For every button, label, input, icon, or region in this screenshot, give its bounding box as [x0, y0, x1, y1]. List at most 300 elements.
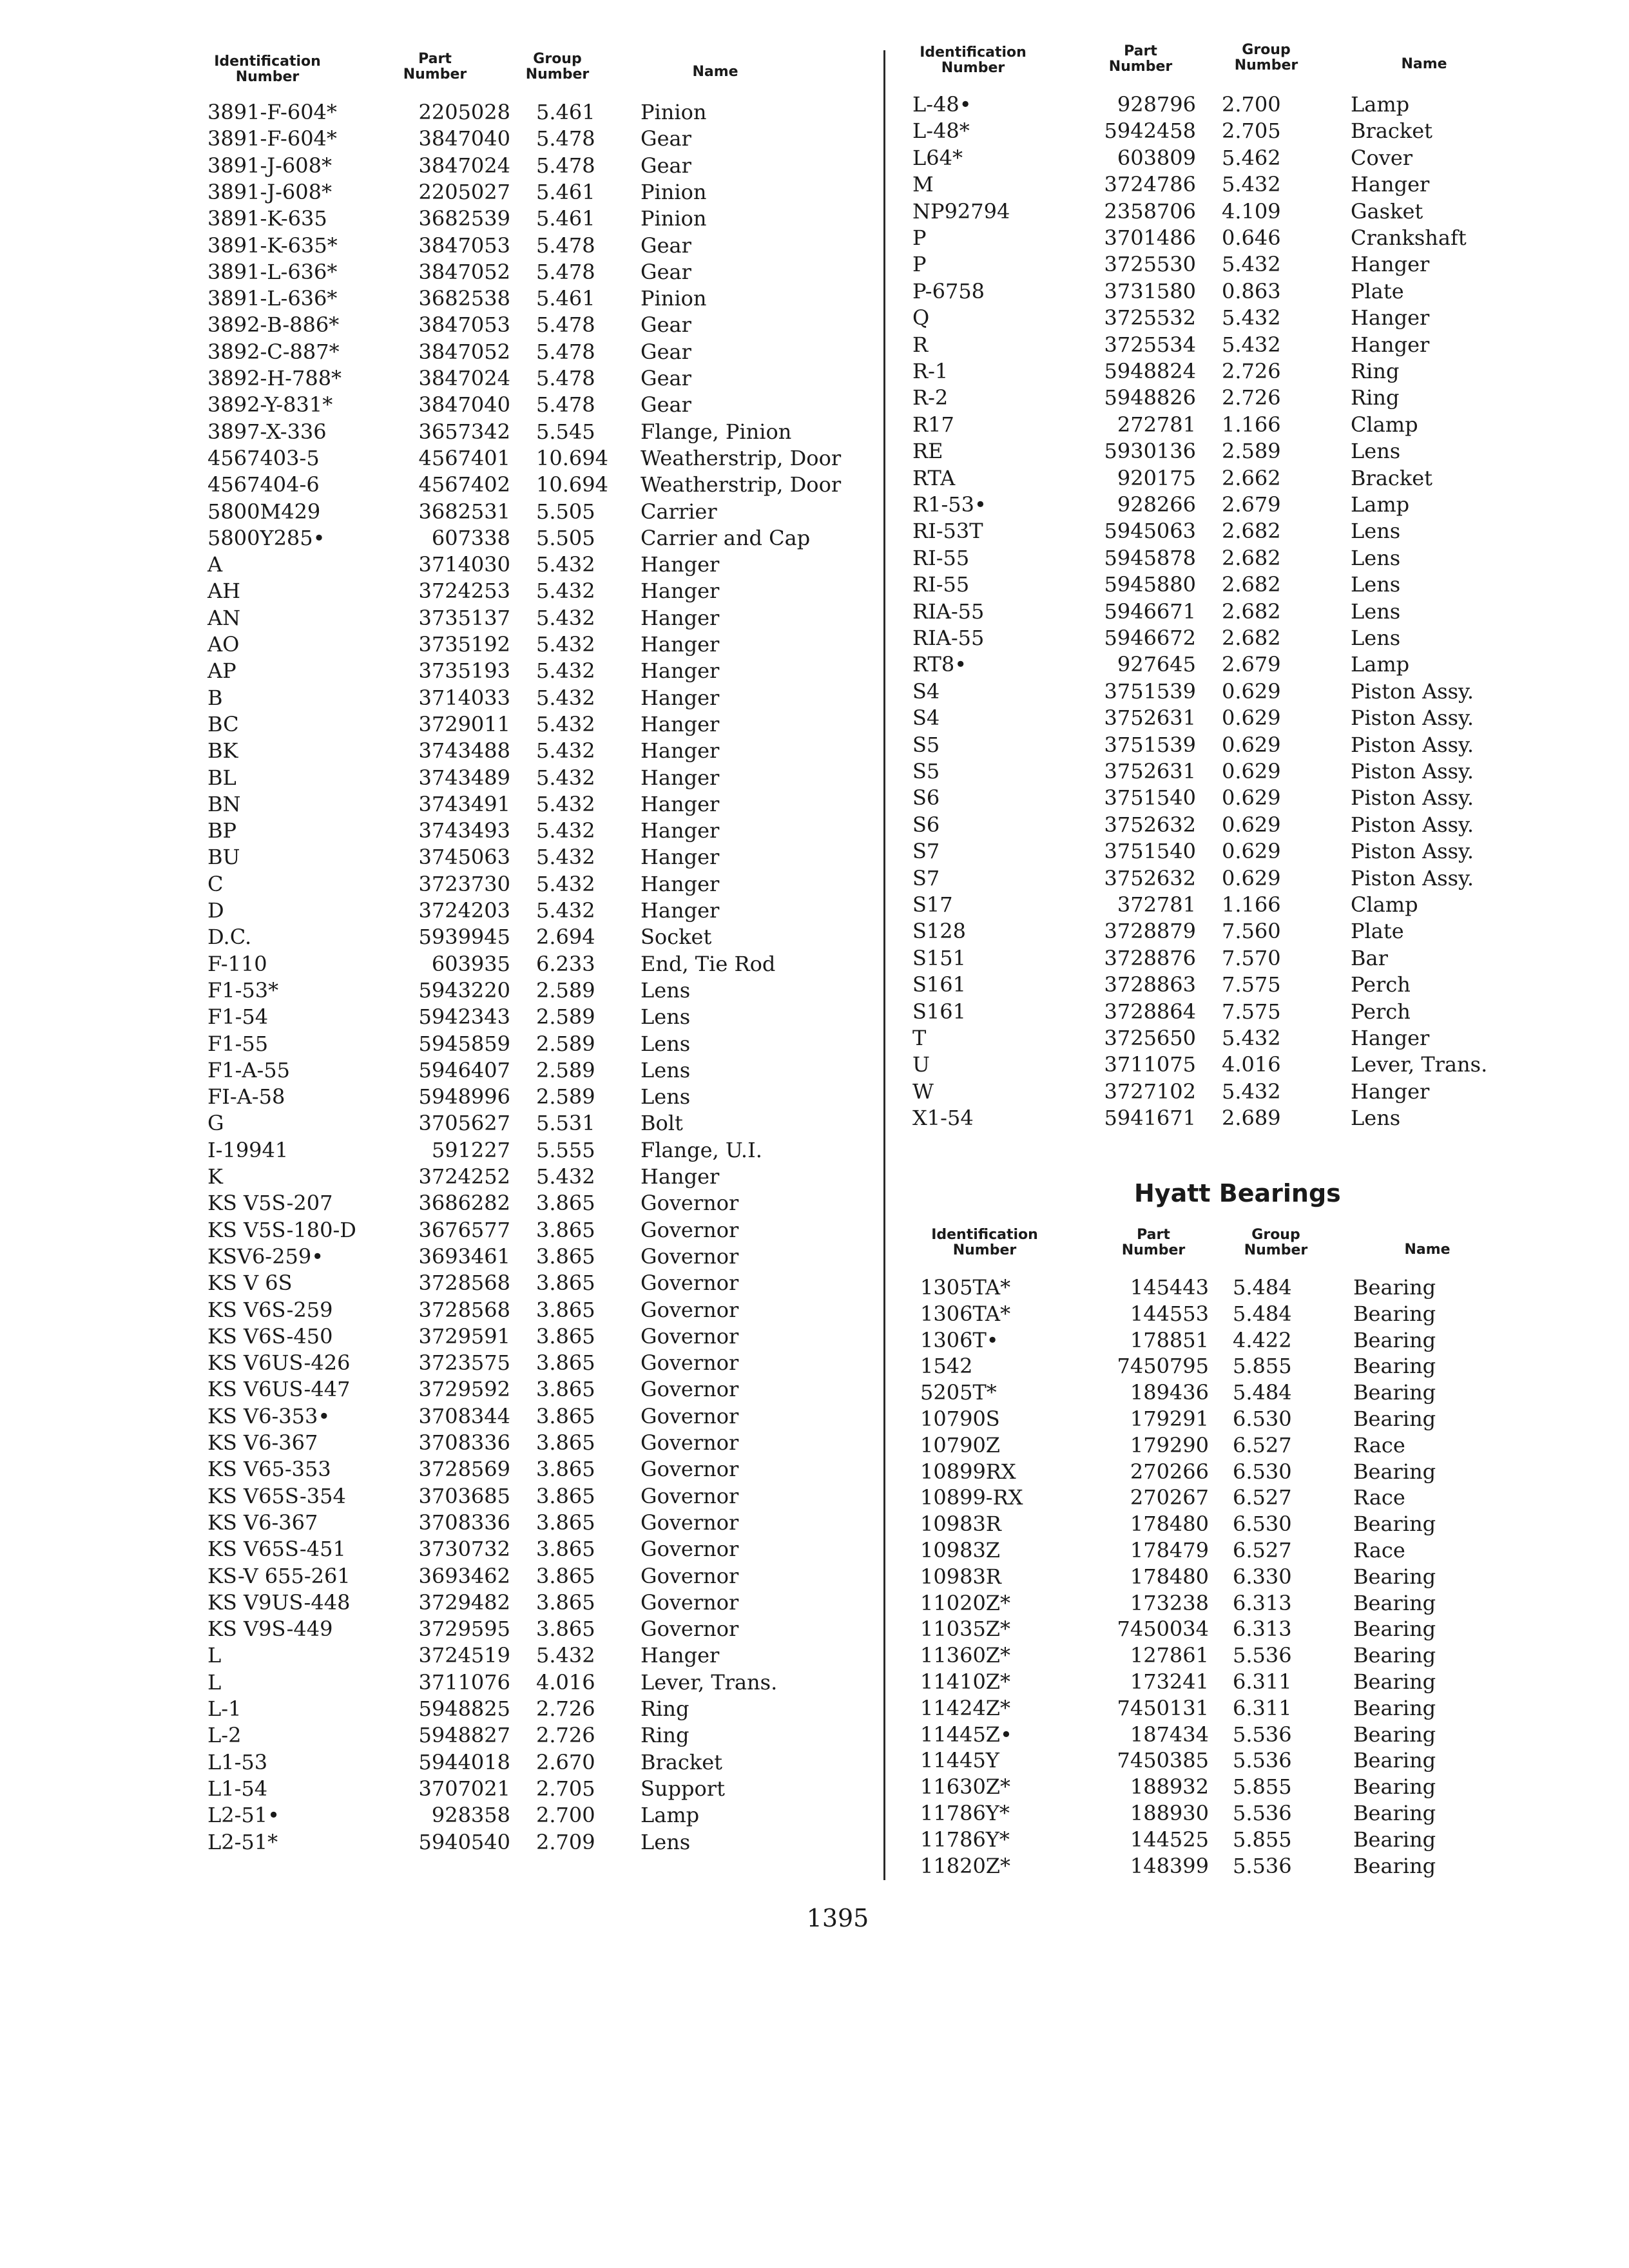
- item-name: Ring: [1351, 385, 1400, 410]
- item-name: Bearing: [1353, 1801, 1436, 1825]
- group-number: 4.016: [1222, 1052, 1281, 1077]
- group-number: 5.555: [536, 1137, 595, 1162]
- item-name: Carrier: [641, 499, 717, 524]
- group-number: 2.670: [536, 1749, 595, 1774]
- item-name: Piston Assy.: [1351, 706, 1474, 731]
- group-number: 1.166: [1222, 892, 1281, 917]
- part-number: 3847052: [418, 259, 510, 284]
- group-number: 2.726: [1222, 359, 1281, 383]
- item-name: Gear: [641, 259, 691, 284]
- group-number: 5.855: [1233, 1354, 1292, 1379]
- item-name: Plate: [1351, 919, 1404, 944]
- item-name: Bearing: [1353, 1853, 1436, 1878]
- item-name: Clamp: [1351, 412, 1418, 437]
- part-number: 3701486: [1104, 226, 1196, 250]
- part-number: 5948825: [418, 1696, 510, 1721]
- item-name: End, Tie Rod: [641, 951, 776, 976]
- table-row: [912, 918, 1621, 944]
- item-name: Cover: [1351, 145, 1413, 170]
- group-number: 3.865: [536, 1430, 595, 1455]
- table-row: [912, 278, 1621, 304]
- part-number: 372781: [1117, 892, 1196, 917]
- identification-number: RI-53T: [912, 519, 983, 544]
- identification-number: KS V65-353: [207, 1457, 331, 1482]
- hyatt-bearings-title: Hyatt Bearings: [1134, 1179, 1341, 1207]
- item-name: Flange, Pinion: [641, 419, 792, 444]
- table-row: [207, 392, 878, 418]
- part-number: 927645: [1117, 652, 1196, 677]
- group-number: 5.536: [1233, 1722, 1292, 1747]
- part-number: 3728569: [418, 1457, 510, 1482]
- table-row: [207, 1137, 878, 1163]
- item-name: Pinion: [641, 286, 707, 311]
- part-number: 270267: [1130, 1485, 1209, 1510]
- part-number: 3847040: [418, 392, 510, 418]
- group-number: 3.865: [536, 1510, 595, 1535]
- identification-number: 4567403-5: [207, 445, 320, 470]
- group-number: 6.530: [1233, 1512, 1292, 1537]
- group-number: 5.484: [1233, 1275, 1292, 1300]
- group-number: 5.432: [1222, 1026, 1281, 1050]
- group-number: 3.865: [536, 1244, 595, 1269]
- part-number: 272781: [1117, 412, 1196, 437]
- identification-number: P: [912, 226, 927, 250]
- part-number: 3752632: [1104, 812, 1196, 837]
- table-row: [912, 705, 1621, 731]
- identification-number: RIA-55: [912, 599, 985, 624]
- table-row: [207, 1190, 878, 1216]
- identification-number: 3897-X-336: [207, 419, 327, 444]
- table-row: [912, 438, 1621, 464]
- group-number: 5.432: [536, 871, 595, 896]
- identification-number: F1-53*: [207, 977, 279, 1003]
- part-number: 3729482: [418, 1590, 510, 1615]
- group-number: 0.629: [1222, 706, 1281, 731]
- identification-number: D.C.: [207, 925, 252, 950]
- group-number: 5.432: [1222, 252, 1281, 277]
- group-number: 6.330: [1233, 1564, 1292, 1589]
- table-row: [912, 518, 1621, 544]
- item-name: Lever, Trans.: [641, 1669, 778, 1695]
- item-name: Hanger: [1351, 1079, 1430, 1104]
- table-row: [207, 685, 878, 711]
- part-number: 2205027: [418, 179, 510, 204]
- group-number: 2.679: [1222, 492, 1281, 517]
- group-number: 3.865: [536, 1590, 595, 1615]
- table-row: [920, 1642, 1616, 1668]
- identification-number: 3891-K-635*: [207, 233, 338, 258]
- group-number: 6.311: [1233, 1669, 1292, 1694]
- identification-number: F1-A-55: [207, 1057, 291, 1082]
- identification-number: L-48•: [912, 92, 972, 117]
- identification-number: 3892-Y-831*: [207, 392, 333, 418]
- part-number: 3745063: [418, 845, 510, 870]
- group-number: 5.432: [536, 632, 595, 657]
- group-number: 5.484: [1233, 1380, 1292, 1405]
- part-number: 3743489: [418, 765, 510, 790]
- table-row: [920, 1406, 1616, 1432]
- group-number: 3.865: [536, 1297, 595, 1322]
- identification-number: L2-51*: [207, 1829, 278, 1854]
- group-number: 3.865: [536, 1377, 595, 1402]
- item-name: Hanger: [641, 711, 720, 736]
- table-row: [207, 1802, 878, 1828]
- group-number: 5.432: [1222, 332, 1281, 357]
- identification-number: 3891-L-636*: [207, 286, 338, 311]
- table-row: [912, 758, 1621, 784]
- part-number: 3731580: [1104, 278, 1196, 303]
- group-number: 5.855: [1233, 1774, 1292, 1800]
- part-number: 4567402: [418, 472, 510, 497]
- identification-number: 3892-H-788*: [207, 366, 342, 390]
- item-name: Carrier and Cap: [641, 525, 811, 550]
- identification-number: KS V5S-207: [207, 1191, 333, 1216]
- table-row: [912, 892, 1621, 918]
- identification-number: 3891-J-608*: [207, 153, 332, 178]
- group-number: 5.432: [536, 711, 595, 736]
- identification-number: KS V5S-180-D: [207, 1217, 356, 1242]
- table-row: [207, 1722, 878, 1748]
- part-number: 3724519: [418, 1643, 510, 1668]
- part-number: 5939945: [418, 925, 510, 950]
- part-number: 3751540: [1104, 839, 1196, 864]
- identification-number: 10790S: [920, 1407, 1000, 1431]
- table-row: [912, 465, 1621, 491]
- item-name: Pinion: [641, 206, 707, 231]
- group-number: 5.432: [536, 552, 595, 577]
- item-name: Lens: [641, 1057, 691, 1082]
- part-number: 920175: [1117, 465, 1196, 490]
- group-number: 7.560: [1222, 919, 1281, 944]
- identification-number: R-1: [912, 359, 949, 383]
- identification-number: S4: [912, 678, 940, 704]
- table-row: [207, 1776, 878, 1802]
- identification-number: 3891-J-608*: [207, 179, 332, 204]
- item-name: Gear: [641, 153, 691, 178]
- item-name: Lamp: [1351, 92, 1410, 117]
- table-row: [207, 1590, 878, 1615]
- identification-number: 11424Z*: [920, 1695, 1011, 1720]
- part-number: 3711075: [1104, 1052, 1196, 1077]
- item-name: Clamp: [1351, 892, 1418, 917]
- table-row: [920, 1485, 1616, 1510]
- table-row: [207, 818, 878, 843]
- table-row: [207, 1376, 878, 1402]
- identification-number: I-19941: [207, 1137, 289, 1162]
- left-header-group: [512, 52, 602, 82]
- part-number: 3728864: [1104, 999, 1196, 1024]
- table-row: [207, 951, 878, 977]
- group-number: 0.629: [1222, 785, 1281, 811]
- part-number: 5943220: [418, 977, 510, 1003]
- identification-number: X1-54: [912, 1106, 974, 1131]
- identification-number: 3892-B-886*: [207, 312, 340, 338]
- group-number: 5.461: [536, 206, 595, 231]
- item-name: Bearing: [1353, 1459, 1436, 1484]
- identification-number: AH: [207, 579, 241, 604]
- table-row: [207, 153, 878, 178]
- group-number: 5.461: [536, 286, 595, 311]
- identification-number: L1-53: [207, 1749, 268, 1774]
- item-name: Governor: [641, 1403, 739, 1428]
- group-number: 5.478: [536, 153, 595, 178]
- group-number: 5.461: [536, 179, 595, 204]
- identification-number: 1306T•: [920, 1327, 999, 1352]
- group-number: 5.432: [536, 1164, 595, 1189]
- identification-number: RI-55: [912, 572, 970, 597]
- table-row: [207, 1403, 878, 1429]
- identification-number: S6: [912, 785, 940, 811]
- part-number: 3751539: [1104, 678, 1196, 704]
- group-number: 3.865: [536, 1563, 595, 1588]
- table-row: [920, 1853, 1616, 1879]
- part-number: 148399: [1130, 1853, 1209, 1878]
- table-row: [207, 285, 878, 311]
- table-row: [207, 791, 878, 817]
- part-number: 5942343: [418, 1004, 510, 1030]
- group-number: 10.694: [536, 445, 608, 470]
- group-number: 6.313: [1233, 1617, 1292, 1642]
- identification-number: 10899RX: [920, 1459, 1016, 1484]
- part-number: 4567401: [418, 445, 510, 470]
- header-name: Name: [1401, 56, 1447, 72]
- group-number: 5.432: [1222, 305, 1281, 331]
- identification-number: KS V6S-450: [207, 1323, 333, 1349]
- header-identification: Identification Number: [214, 53, 321, 85]
- identification-number: RI-55: [912, 545, 970, 570]
- item-name: Bracket: [641, 1749, 722, 1774]
- item-name: Hanger: [641, 658, 720, 684]
- identification-number: 1305TA*: [920, 1275, 1011, 1300]
- part-number: 3847053: [418, 312, 510, 338]
- identification-number: S17: [912, 892, 953, 917]
- identification-number: KS V6US-447: [207, 1377, 351, 1402]
- item-name: Gasket: [1351, 198, 1423, 224]
- table-row: [207, 1217, 878, 1243]
- group-number: 2.589: [536, 977, 595, 1003]
- group-number: 3.865: [536, 1403, 595, 1428]
- item-name: Lamp: [1351, 492, 1410, 517]
- identification-number: Q: [912, 305, 930, 331]
- part-number: 3729011: [418, 711, 510, 736]
- part-number: 5948824: [1104, 359, 1196, 383]
- left-header-name: [664, 64, 767, 80]
- identification-number: 11786Y*: [920, 1827, 1010, 1852]
- part-number: 3730732: [418, 1537, 510, 1562]
- group-number: 5.855: [1233, 1827, 1292, 1852]
- identification-number: KS V9US-448: [207, 1590, 351, 1615]
- table-row: [912, 865, 1621, 891]
- header-name: Name: [692, 64, 738, 80]
- table-row: [207, 419, 878, 445]
- group-number: 2.682: [1222, 626, 1281, 650]
- table-row: [920, 1827, 1616, 1852]
- table-row: [207, 499, 878, 524]
- identification-number: NP92794: [912, 198, 1010, 224]
- item-name: Governor: [641, 1191, 739, 1216]
- table-row: [912, 1025, 1621, 1051]
- part-number: 189436: [1130, 1380, 1209, 1405]
- part-number: 270266: [1130, 1459, 1209, 1484]
- table-row: [207, 179, 878, 205]
- table-row: [207, 765, 878, 791]
- group-number: 5.432: [536, 685, 595, 710]
- item-name: Hanger: [1351, 332, 1430, 357]
- part-number: 145443: [1130, 1275, 1209, 1300]
- table-row: [207, 472, 878, 497]
- part-number: 607338: [431, 525, 510, 550]
- identification-number: 5800Y285•: [207, 525, 325, 550]
- item-name: Bracket: [1351, 119, 1432, 144]
- part-number: 3847040: [418, 126, 510, 151]
- table-row: [920, 1800, 1616, 1826]
- item-name: Bracket: [1351, 465, 1432, 490]
- table-row: [207, 126, 878, 151]
- table-row: [920, 1327, 1616, 1353]
- part-number: 178480: [1130, 1564, 1209, 1589]
- part-number: 3847053: [418, 233, 510, 258]
- group-number: 10.694: [536, 472, 608, 497]
- hyatt-header-identification: [914, 1227, 1055, 1258]
- table-row: [912, 732, 1621, 758]
- right-header-identification: [909, 45, 1037, 76]
- group-number: 4.109: [1222, 198, 1281, 224]
- item-name: Bearing: [1353, 1669, 1436, 1694]
- part-number: 3752631: [1104, 706, 1196, 731]
- identification-number: L64*: [912, 145, 963, 170]
- item-name: Weatherstrip, Door: [641, 445, 842, 470]
- identification-number: S151: [912, 945, 966, 970]
- part-number: 3708344: [418, 1403, 510, 1428]
- table-row: [912, 812, 1621, 838]
- item-name: Bolt: [641, 1111, 683, 1136]
- item-name: Support: [641, 1776, 725, 1801]
- part-number: 5945859: [418, 1031, 510, 1056]
- group-number: 5.478: [536, 312, 595, 338]
- item-name: Governor: [641, 1510, 739, 1535]
- part-number: 928358: [431, 1803, 510, 1828]
- identification-number: BN: [207, 791, 241, 816]
- part-number: 3729592: [418, 1377, 510, 1402]
- identification-number: KS V65S-354: [207, 1483, 346, 1508]
- part-number: 3693462: [418, 1563, 510, 1588]
- item-name: Governor: [641, 1271, 739, 1296]
- table-row: [207, 1483, 878, 1509]
- header-part: Part Number: [1108, 43, 1173, 75]
- part-number: 3703685: [418, 1483, 510, 1508]
- table-row: [912, 1105, 1621, 1131]
- group-number: 5.432: [1222, 172, 1281, 197]
- table-row: [920, 1379, 1616, 1405]
- group-number: 7.575: [1222, 999, 1281, 1024]
- group-number: 0.629: [1222, 865, 1281, 890]
- part-number: 2358706: [1104, 198, 1196, 224]
- identification-number: 11410Z*: [920, 1669, 1011, 1694]
- table-row: [207, 1323, 878, 1349]
- item-name: Gear: [641, 233, 691, 258]
- group-number: 3.865: [536, 1350, 595, 1376]
- item-name: Bearing: [1353, 1774, 1436, 1800]
- part-number: 3723730: [418, 871, 510, 896]
- item-name: Lens: [641, 1031, 691, 1056]
- group-number: 2.682: [1222, 519, 1281, 544]
- part-number: 3847024: [418, 153, 510, 178]
- group-number: 3.865: [536, 1617, 595, 1642]
- item-name: Race: [1353, 1538, 1405, 1562]
- group-number: 5.462: [1222, 145, 1281, 170]
- group-number: 5.505: [536, 525, 595, 550]
- table-row: [207, 711, 878, 737]
- item-name: Perch: [1351, 972, 1411, 997]
- part-number: 144525: [1130, 1827, 1209, 1852]
- part-number: 173238: [1130, 1590, 1209, 1615]
- identification-number: S128: [912, 919, 966, 944]
- part-number: 5946671: [1104, 599, 1196, 624]
- table-row: [207, 898, 878, 923]
- item-name: Lens: [1351, 519, 1401, 544]
- group-number: 5.432: [536, 738, 595, 764]
- item-name: Lens: [641, 977, 691, 1003]
- table-row: [920, 1722, 1616, 1747]
- table-row: [912, 785, 1621, 811]
- item-name: Bearing: [1353, 1695, 1436, 1720]
- identification-number: R1-53•: [912, 492, 987, 517]
- table-row: [207, 1829, 878, 1855]
- identification-number: R17: [912, 412, 954, 437]
- part-number: 3729595: [418, 1617, 510, 1642]
- identification-number: KS V9S-449: [207, 1617, 333, 1642]
- item-name: Lens: [1351, 572, 1401, 597]
- header-identification: Identification Number: [931, 1227, 1038, 1258]
- group-number: 5.461: [536, 100, 595, 124]
- table-row: [920, 1616, 1616, 1642]
- table-row: [207, 99, 878, 125]
- table-row: [912, 1079, 1621, 1104]
- item-name: Hanger: [641, 605, 720, 630]
- table-row: [912, 225, 1621, 251]
- identification-number: R: [912, 332, 929, 357]
- group-number: 2.682: [1222, 545, 1281, 570]
- group-number: 3.865: [536, 1457, 595, 1482]
- item-name: Lens: [1351, 545, 1401, 570]
- part-number: 3725530: [1104, 252, 1196, 277]
- part-number: 5948827: [418, 1723, 510, 1748]
- table-row: [912, 599, 1621, 624]
- table-row: [207, 977, 878, 1003]
- part-number: 5948996: [418, 1084, 510, 1110]
- part-number: 179290: [1130, 1432, 1209, 1457]
- identification-number: S5: [912, 732, 940, 757]
- table-row: [207, 525, 878, 551]
- table-row: [912, 412, 1621, 437]
- table-row: [207, 1669, 878, 1695]
- identification-number: 11630Z*: [920, 1774, 1011, 1800]
- table-row: [912, 251, 1621, 277]
- group-number: 2.709: [536, 1829, 595, 1854]
- part-number: 3729591: [418, 1323, 510, 1349]
- group-number: 0.646: [1222, 226, 1281, 250]
- identification-number: R-2: [912, 385, 949, 410]
- item-name: Bearing: [1353, 1617, 1436, 1642]
- part-number: 5944018: [418, 1749, 510, 1774]
- item-name: Governor: [641, 1323, 739, 1349]
- table-row: [912, 91, 1621, 117]
- group-number: 5.432: [536, 579, 595, 604]
- table-row: [207, 1164, 878, 1189]
- group-number: 2.589: [536, 1084, 595, 1110]
- group-number: 5.432: [1222, 1079, 1281, 1104]
- table-row: [912, 171, 1621, 197]
